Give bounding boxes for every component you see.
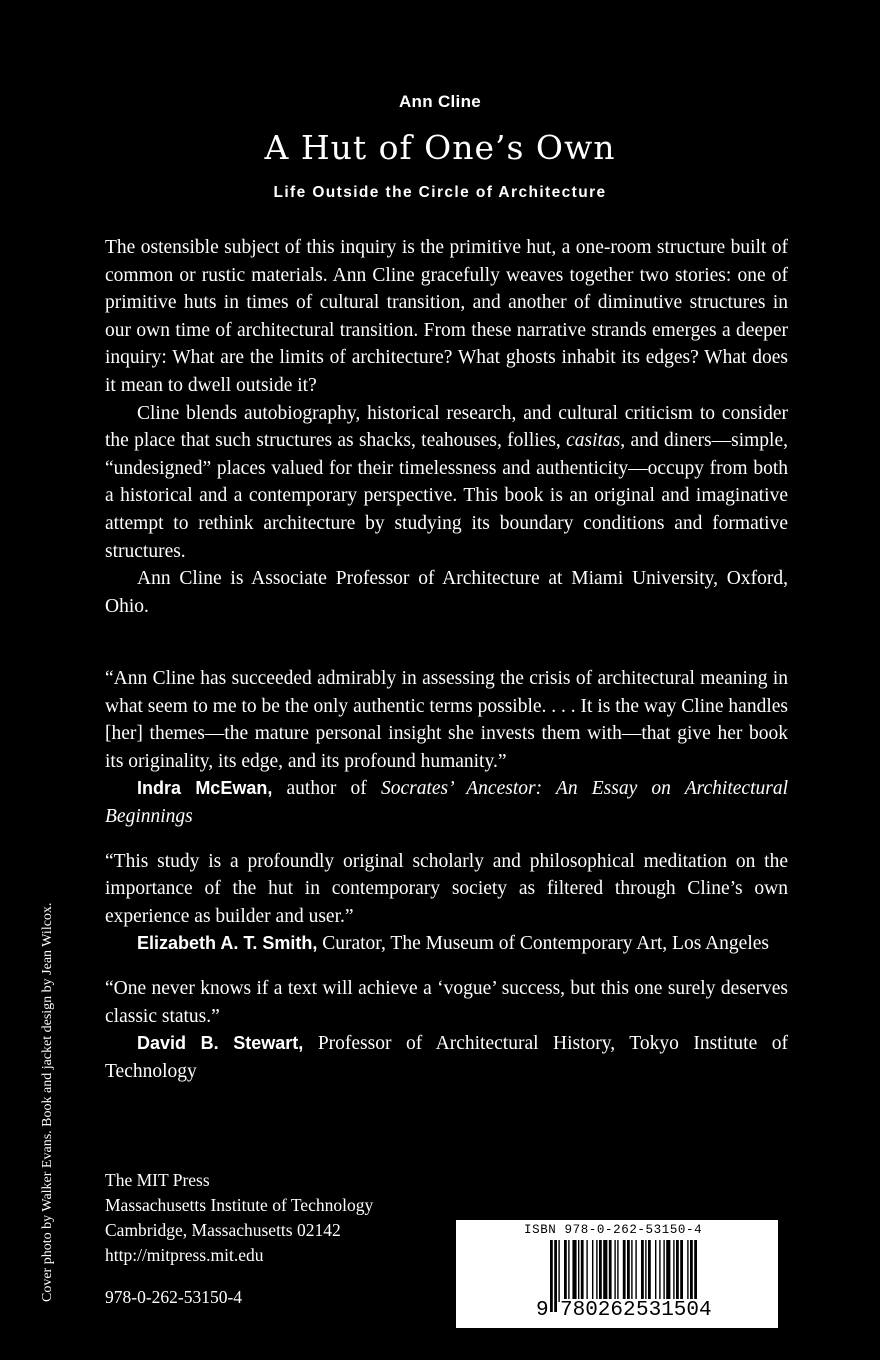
description-paragraph-2-end: , and diners—simple, “undesigned” places valued for their timelessness and authenticity—occupy from both a historical and a contemporary perspective. This book is an original and imaginative attempt to rethink architecture by studying its boundary conditions and formative structures. [105,430,788,562]
description-paragraph-2 [105,400,788,566]
barcode-bar [635,1240,636,1302]
publisher-address [105,1168,373,1268]
barcode-bar [550,1240,553,1312]
blurb-author-1: Indra McEwan, [137,778,273,799]
barcode-bar [659,1240,660,1302]
blurb-affiliation-1: author of [272,778,381,800]
blurb-quote-2: “This study is a profoundly original scholarly and philosophical meditation on the importance of the hut in contemporary society as filtered through Cline’s own experience as builder and user.” [105,850,788,927]
barcode-bar [645,1240,646,1302]
blurb-affiliation-2: Curator, The Museum of Contemporary Art, Los Angeles [317,933,769,955]
barcode-bar [609,1240,612,1302]
barcode-bar [614,1240,615,1302]
publisher-name: The MIT Press [105,1170,210,1190]
blurb-author-3: David B. Stewart, [137,1033,304,1054]
blurbs-block [105,665,788,1085]
isbn-number: 978-0-262-53150-4 [105,1287,243,1307]
blurb-work-1: Socrates’ Ancestor: An Essay on Architectural Beginnings [105,778,789,827]
author-name: Ann Cline [398,92,482,111]
barcode-bar [663,1240,664,1302]
barcode-bar [592,1240,593,1302]
publisher-city: Cambridge, Massachusetts 02142 [105,1220,341,1240]
barcode-bar [572,1240,576,1302]
barcode-bar [568,1240,569,1302]
barcode [456,1220,778,1328]
barcode-bar [655,1240,656,1302]
description-block [105,234,788,620]
barcode-bar [687,1240,688,1302]
blurb-author-2: Elizabeth A. T. Smith, [137,933,318,954]
barcode-right-digits: 531504 [636,1299,712,1322]
book-title: A Hut of One’s Own [264,128,616,167]
barcode-bar [599,1240,602,1302]
blurb-attribution-2 [105,930,788,958]
barcode-bar [627,1240,630,1302]
blurb-affiliation-3: Professor of Architectural History, Tokyo Institute of Technology [105,1033,788,1082]
barcode-bar [581,1240,584,1302]
barcode-bar [586,1240,587,1302]
blurb-attribution-1 [105,775,788,830]
description-paragraph-1: The ostensible subject of this inquiry is the primitive hut, a one-room structure built of common or rustic materials. Ann Cline gracefully weaves together two stories: one of primitive huts in times of cultural transition, and another of diminutive structures in our own time of architectural transition. From these narrative strands emerges a deeper inquiry: What are the limits of architecture? What ghosts inhabit its edges? What does it mean to dwell outside it? [105,237,788,396]
barcode-bar [596,1240,597,1302]
barcode-first-digit: 9 [536,1299,549,1322]
barcode-bar [676,1240,679,1302]
publisher-institution: Massachusetts Institute of Technology [105,1195,374,1215]
blurb-attribution-3 [105,1030,788,1085]
barcode-bar [564,1240,567,1302]
barcode-bar [666,1240,670,1302]
description-paragraph-2-start: Cline blends autobiography, historical research, and cultural criticism to consider the place that such structures as shacks, teahouses, follies, [105,402,788,452]
barcode-isbn-label: ISBN 978-0-262-53150-4 [524,1223,703,1237]
barcode-bar [641,1240,644,1302]
barcode-bar [673,1240,674,1302]
barcode-bar [648,1240,651,1302]
barcode-bar [603,1240,607,1302]
publisher-url: http://mitpress.mit.edu [105,1245,264,1265]
barcode-bar [554,1240,557,1312]
barcode-bar [680,1240,683,1302]
barcode-bar [631,1240,632,1302]
barcode-left-digits: 780262 [560,1299,636,1322]
book-subtitle: Life Outside the Circle of Architecture [273,184,607,201]
description-italic-term: casitas [566,430,621,452]
photo-credit: Cover photo by Walker Evans. Book and jacket design by Jean Wilcox. [40,902,55,1302]
blurb-quote-1: “Ann Cline has succeeded admirably in assessing the crisis of architectural meaning in what seem to me to be the only authentic terms possible. . . . It is the way Cline handles [her] themes—the mature personal insight she invests them with—that give her book its originality, its edge, and its profound humanity.” [105,668,788,772]
barcode-bar [558,1240,559,1302]
barcode-bar [578,1240,579,1302]
blurb-quote-3: “One never knows if a text will achieve a ‘vogue’ success, but this one surely deserves classic status.” [105,977,788,1027]
author-bio: Ann Cline is Associate Professor of Architecture at Miami University, Oxford, Ohio. [105,568,788,617]
